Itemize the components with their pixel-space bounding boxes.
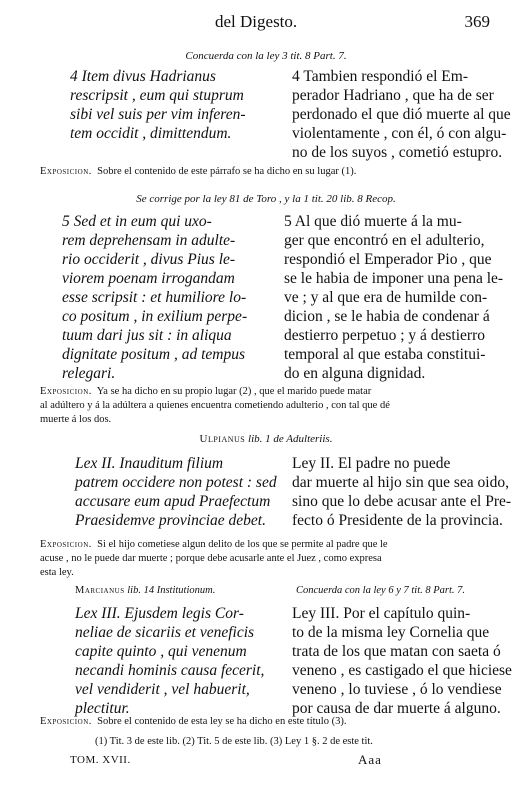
exposition-label: Exposicion. xyxy=(40,166,92,177)
text-line: patrem occidere non potest : sed xyxy=(75,474,277,491)
text-line: relegari. xyxy=(62,365,116,382)
text-line: esse scripsit : et humiliore lo- xyxy=(62,289,247,306)
source-attribution xyxy=(75,585,215,596)
text-line: rio occiderit , divus Pius le- xyxy=(62,251,236,268)
text-line: 5 Sed et in eum qui uxo- xyxy=(62,213,212,230)
text-line: viorem poenam irrogandam xyxy=(62,270,235,287)
spanish-text xyxy=(292,454,511,530)
text-line: accusare eum apud Praefectum xyxy=(75,493,271,510)
text-line: neliae de sicariis et veneficis xyxy=(75,624,255,641)
concordance-note: Se corrige por la ley 81 de Toro , y la 1 tit. 20 lib. 8 Recop. xyxy=(136,193,396,205)
text-line: destierro perpetuo ; y á destierro xyxy=(284,327,485,344)
exposition-line: acuse , no le puede dar muerte ; porque debe acusarle ante el Juez , como expresa xyxy=(40,553,382,564)
text-line: ve ; y al que era de humilde con- xyxy=(284,289,488,306)
text-line: tuum dari jus sit : in aliqua xyxy=(62,327,232,344)
text-line: perador Hadriano , que ha de ser xyxy=(292,87,494,104)
text-line: tem occidit , dimittendum. xyxy=(70,125,232,142)
text-line: perdonado el que dió muerte al que xyxy=(292,106,511,123)
exposition-line: Sobre el contenido de esta ley se ha dicho en este título (3). xyxy=(97,716,347,727)
text-line: plectitur. xyxy=(75,700,130,717)
volume-label: TOM. XVII. xyxy=(70,754,131,766)
latin-text xyxy=(70,67,246,143)
exposition-line: Ya se ha dicho en su propio lugar (2) , que el marido puede matar xyxy=(96,386,372,397)
text-line: Ley III. Por el capítulo quin- xyxy=(292,605,471,622)
text-line: fecto ó Presidente de la provincia. xyxy=(292,512,503,529)
text-line: veneno , es castigado el que hiciese xyxy=(292,662,512,679)
spanish-text xyxy=(284,212,503,383)
exposition-line: muerte á los dos. xyxy=(40,414,112,425)
text-line: violentamente , con él, ó con algu- xyxy=(292,125,507,142)
text-line: sino que lo debe acusar ante el Pre- xyxy=(292,493,512,510)
text-line: por causa de dar muerte á alguno. xyxy=(292,700,501,717)
text-line: temporal al que estaba constitui- xyxy=(284,346,486,363)
exposition-line: al adúltero y á la adúltera a quienes encuentra cometiendo adulterio , con tal que dé xyxy=(40,400,390,411)
spanish-text xyxy=(292,604,512,718)
exposition xyxy=(40,385,500,427)
text-line: dar muerte al hijo sin que sea oido, xyxy=(292,474,509,491)
latin-text xyxy=(75,454,277,530)
text-line: to de la misma ley Cornelia que xyxy=(292,624,490,641)
exposition-line: esta ley. xyxy=(40,567,74,578)
concordance-note: Concuerda con la ley 3 tit. 8 Part. 7. xyxy=(185,50,347,62)
text-line: capite quinto , qui venenum xyxy=(75,643,247,660)
text-line: Ley II. El padre no puede xyxy=(292,455,451,472)
latin-text xyxy=(62,212,247,383)
text-line: trata de los que matan con saeta ó xyxy=(292,643,501,660)
text-line: 4 Item divus Hadrianus xyxy=(70,68,216,85)
page-number: 369 xyxy=(464,12,490,31)
text-line: vel vendiderit , vel habuerit, xyxy=(75,681,250,698)
text-line: sibi vel suis per vim inferen- xyxy=(70,106,246,123)
latin-text xyxy=(75,604,264,718)
source-work: lib. 1 de Adulteriis. xyxy=(248,433,333,445)
text-line: co positum , in exilium perpe- xyxy=(62,308,248,325)
text-line: Praesidemve provinciae debet. xyxy=(75,512,266,529)
exposition xyxy=(40,715,500,729)
source-author: Marcianus xyxy=(75,585,125,596)
text-line: do en alguna dignidad. xyxy=(284,365,426,382)
source-work: lib. 14 Institutionum. xyxy=(127,585,216,596)
signature-mark: Aaa xyxy=(358,752,382,767)
concordance-note: Concuerda con la ley 6 y 7 tit. 8 Part. 7. xyxy=(296,585,466,596)
source-attribution xyxy=(0,433,532,445)
text-line: no de los suyos , cometió estupro. xyxy=(292,144,503,161)
text-line: veneno , lo tuviese , ó lo vendiese xyxy=(292,681,502,698)
exposition-line: Si el hijo cometiese algun delito de los que se permite al padre que le xyxy=(97,539,388,550)
text-line: respondió el Emperador Pio , que xyxy=(284,251,492,268)
spanish-text xyxy=(292,67,511,162)
exposition-label: Exposicion. xyxy=(40,716,92,727)
text-line: rescripsit , eum qui stuprum xyxy=(70,87,244,104)
exposition xyxy=(40,165,500,179)
text-line: rem deprehensam in adulte- xyxy=(62,232,236,249)
text-line: 4 Tambien respondió el Em- xyxy=(292,68,468,85)
footnotes: (1) Tit. 3 de este lib. (2) Tit. 5 de este lib. (3) Ley 1 §. 2 de este tit. xyxy=(95,736,373,747)
running-head: del Digesto. xyxy=(215,12,298,31)
exposition xyxy=(40,538,500,580)
text-line: Lex III. Ejusdem legis Cor- xyxy=(75,605,244,622)
source-author: Ulpianus xyxy=(199,433,246,445)
exposition-label: Exposicion. xyxy=(40,539,92,550)
text-line: dignitate positum , ad tempus xyxy=(62,346,245,363)
text-line: se le habia de imponer una pena le- xyxy=(284,270,504,287)
text-line: 5 Al que dió muerte á la mu- xyxy=(284,213,462,230)
exposition-label: Exposicion. xyxy=(40,386,92,397)
text-line: necandi hominis causa fecerit, xyxy=(75,662,265,679)
text-line: ger que encontró en el adulterio, xyxy=(284,232,485,249)
text-line: dicion , se le habia de condenar á xyxy=(284,308,490,325)
exposition-line: Sobre el contenido de este párrafo se ha dicho en su lugar (1). xyxy=(97,166,357,177)
text-line: Lex II. Inauditum filium xyxy=(75,455,224,472)
